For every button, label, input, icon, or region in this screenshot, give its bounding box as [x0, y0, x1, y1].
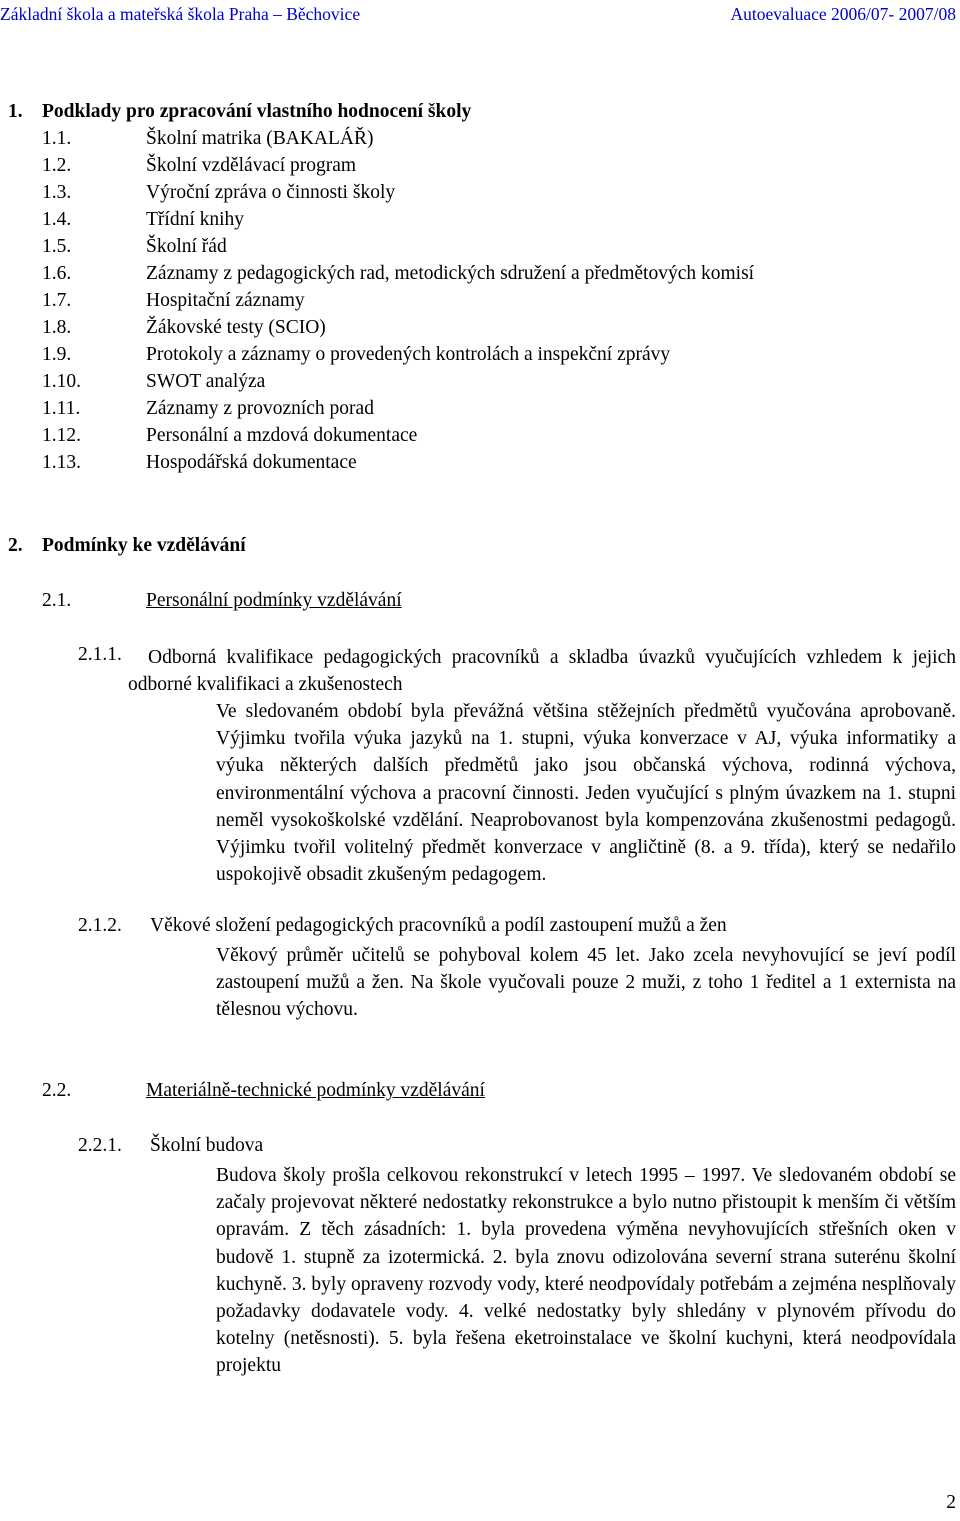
list-item-number: 1.13. [42, 452, 81, 473]
list-item-text: Záznamy z provozních porad [146, 398, 374, 419]
section-2-title: Podmínky ke vzdělávání [42, 535, 246, 556]
list-item-number: 1.12. [42, 425, 81, 446]
page-header [0, 4, 956, 28]
list-item-text: SWOT analýza [146, 371, 266, 392]
subsection-2-2-number: 2.2. [42, 1080, 72, 1101]
item-2-1-1-number: 2.1.1. [78, 644, 122, 665]
page-number: 2 [946, 1492, 956, 1513]
list-item-number: 1.9. [42, 344, 72, 365]
list-item-number: 1.5. [42, 236, 72, 257]
item-2-1-2-heading: Věkové složení pedagogických pracovníků a podíl zastoupení mužů a žen [150, 915, 727, 936]
list-item-number: 1.2. [42, 155, 72, 176]
list-item-text: Protokoly a záznamy o provedených kontrolách a inspekční zprávy [146, 344, 671, 365]
item-2-2-1-heading: Školní budova [150, 1135, 264, 1156]
list-item-number: 1.11. [42, 398, 81, 419]
section-1-number: 1. [8, 101, 23, 122]
list-item-number: 1.1. [42, 128, 72, 149]
header-document-period: Autoevaluace 2006/07- 2007/08 [730, 4, 956, 24]
list-item-number: 1.3. [42, 182, 72, 203]
list-item-text: Školní matrika (BAKALÁŘ) [146, 128, 374, 149]
subsection-2-1-number: 2.1. [42, 590, 72, 611]
list-item-text: Záznamy z pedagogických rad, metodických sdružení a předmětových komisí [146, 263, 755, 284]
list-item-text: Hospitační záznamy [146, 290, 305, 311]
section-1-title: Podklady pro zpracování vlastního hodnocení školy [42, 101, 472, 122]
item-2-1-2-body: Věkový průměr učitelů se pohyboval kolem 45 let. Jako zcela nevyhovující se jeví podíl zastoupení mužů a žen. Na škole vyučovali pouze 2 muži, z toho 1 ředitel a 1 externista na tělesnou výchovu. [216, 945, 956, 1021]
list-item-text: Výroční zpráva o činnosti školy [146, 182, 396, 203]
list-item-text: Personální a mzdová dokumentace [146, 425, 418, 446]
list-item-number: 1.6. [42, 263, 72, 284]
item-2-1-2-number: 2.1.2. [78, 915, 122, 936]
list-item-text: Školní řád [146, 236, 227, 257]
item-2-2-1-number: 2.2.1. [78, 1135, 122, 1156]
list-item-text: Hospodářská dokumentace [146, 452, 357, 473]
item-2-1-1-heading: Odborná kvalifikace pedagogických pracovníků a skladba úvazků vyučujících vzhledem k jejich odborné kvalifikaci a zkušenostech [128, 647, 956, 696]
subsection-2-1-title: Personální podmínky vzdělávání [146, 590, 402, 611]
list-item-text: Třídní knihy [146, 209, 245, 230]
list-item-text: Školní vzdělávací program [146, 155, 357, 176]
list-item-text: Žákovské testy (SCIO) [146, 317, 326, 338]
header-school-name: Základní škola a mateřská škola Praha – Běchovice [0, 4, 361, 24]
item-2-2-1-body: Budova školy prošla celkovou rekonstrukcí v letech 1995 – 1997. Ve sledovaném období se začaly projevovat některé nedostatky rekonstrukce a bylo nutno přistoupit k menším či větším opravám. Z těch zásadních: 1. byla provedena výměna nevyhovujících střešních oken v budově 1. stupně za izotermická. 2. byla znovu odizolována severní strana suterénu školní kuchyně. 3. byly opraveny rozvody vody, které neodpovídaly potřebám a zejména nesplňovaly požadavky dodavatele vody. 4. velké nedostatky byly shledány v plynovém přívodu do kotelny (netěsnosti). 5. byla řešena eketroinstalace ve školní kuchyni, která neodpovídala projektu [216, 1165, 956, 1377]
list-item-number: 1.8. [42, 317, 72, 338]
subsection-2-2-title: Materiálně-technické podmínky vzdělávání [146, 1080, 485, 1101]
list-item-number: 1.7. [42, 290, 72, 311]
item-2-1-1-body: Ve sledovaném období byla převážná většina stěžejních předmětů vyučována aprobovaně. Výjimku tvořila výuka jazyků na 1. stupni, výuka konverzace v AJ, výuka informatiky a výuka některých dalších předmětů jako jsou občanská výchova, rodinná výchova, environmentální výchova a pracovní činnosti. Jeden vyučující s plným úvazkem na 1. stupni neměl vysokoškolské vzdělání. Neaprobovanost byla kompenzována zkušenostmi pedagogů. Výjimku tvořil volitelný předmět konverzace v angličtině (8. a 9. třída), který se nedařilo uspokojivě obsadit zkušeným pedagogem. [216, 701, 956, 886]
list-item-number: 1.10. [42, 371, 81, 392]
section-2-number: 2. [8, 535, 23, 556]
list-item-number: 1.4. [42, 209, 72, 230]
